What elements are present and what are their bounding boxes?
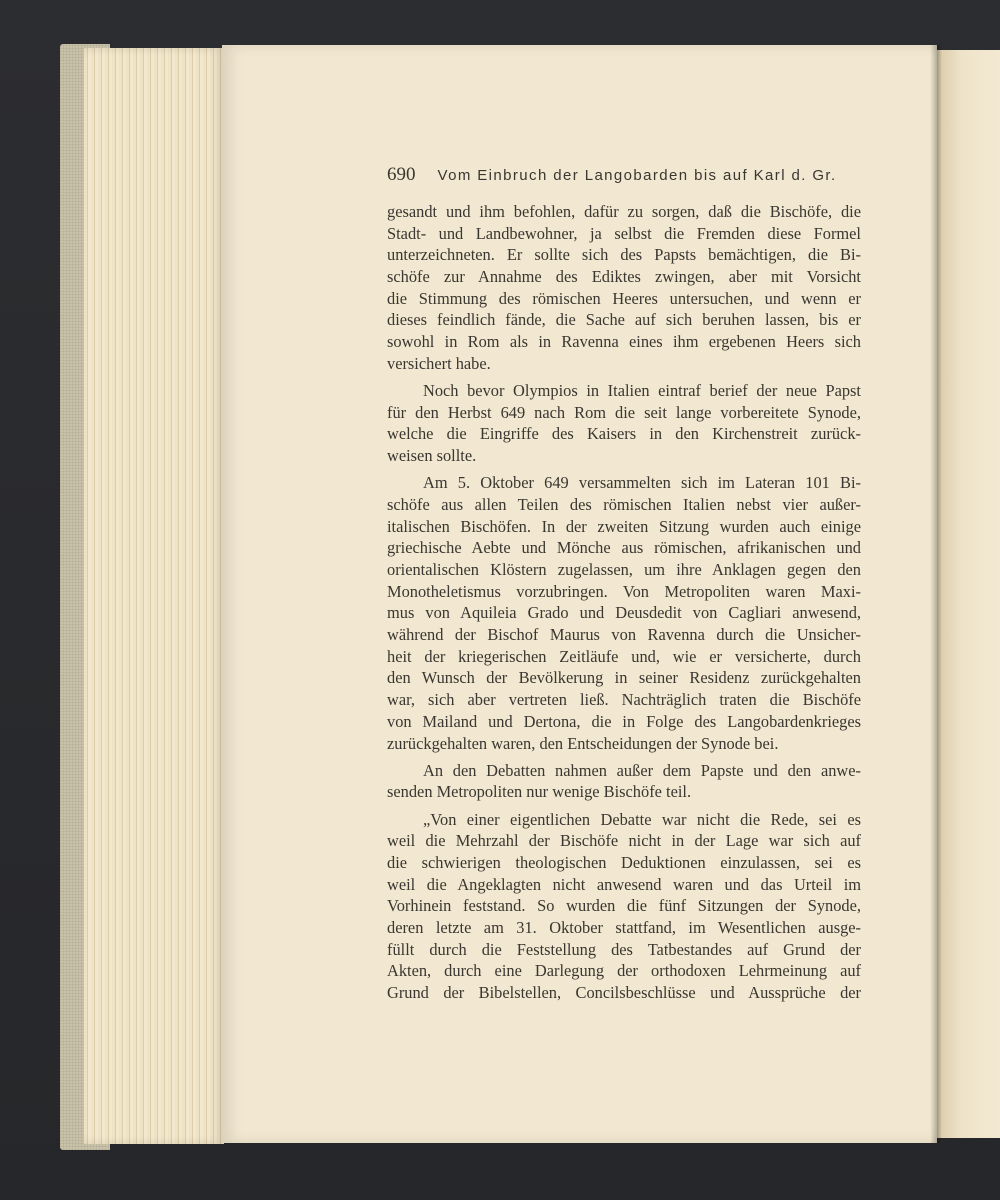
- page-gutter: [930, 45, 942, 1143]
- text-line: weil die Mehrzahl der Bischöfe nicht in der Lage war sich auf: [387, 831, 861, 851]
- text-line: griechische Aebte und Mönche aus römischen, afrikanischen und: [387, 538, 861, 558]
- text-line: für den Herbst 649 nach Rom die seit lange vorbereitete Synode,: [387, 402, 861, 422]
- paragraph: [387, 201, 861, 375]
- page-edges: [84, 48, 224, 1144]
- text-line: gesandt und ihm befohlen, dafür zu sorgen, daß die Bischöfe, die: [387, 202, 861, 221]
- paragraph: [387, 472, 861, 754]
- text-line: weil die Angeklagten nicht anwesend waren und das Urteil im: [387, 874, 861, 894]
- text-line: italischen Bischöfen. In der zweiten Sitzung wurden auch einige: [387, 516, 861, 536]
- page-header: [387, 164, 867, 186]
- text-line: Vorhinein feststand. So wurden die fünf Sitzungen der Synode,: [387, 896, 861, 916]
- text-line: senden Metropoliten nur wenige Bischöfe teil.: [387, 782, 692, 802]
- page-number: 690: [387, 164, 416, 185]
- text-line: zurückgehalten waren, den Entscheidungen der Synode bei.: [387, 733, 779, 753]
- text-line: von Mailand und Dertona, die in Folge des Langobardenkrieges: [387, 711, 861, 731]
- text-line: deren letzte am 31. Oktober stattfand, im Wesentlichen ausge-: [387, 918, 861, 937]
- text-line: „Von einer eigentlichen Debatte war nicht die Rede, sei es: [423, 809, 861, 829]
- text-line: den Wunsch der Bevölkerung in seiner Residenz zurückgehalten: [387, 668, 861, 688]
- text-line: Am 5. Oktober 649 versammelten sich im Lateran 101 Bi-: [423, 473, 861, 493]
- text-line: sowohl in Rom als in Ravenna eines ihm ergebenen Heers sich: [387, 332, 861, 352]
- text-line: während der Bischof Maurus von Ravenna durch die Unsicher-: [387, 625, 861, 645]
- text-line: Noch bevor Olympios in Italien eintraf berief der neue Papst: [423, 381, 861, 400]
- text-line: schöfe aus allen Teilen des römischen Italien nebst vier außer-: [387, 494, 861, 514]
- text-line: orientalischen Klöstern zugelassen, um ihre Anklagen gegen den: [387, 560, 861, 579]
- paragraph: [387, 380, 861, 467]
- text-line: die schwierigen theologischen Deduktionen einzulassen, sei es: [387, 852, 861, 872]
- text-line: war, sich aber vertreten ließ. Nachträglich traten die Bischöfe: [387, 690, 861, 710]
- text-line: Grund der Bibelstellen, Concilsbeschlüsse und Aussprüche der: [387, 983, 861, 1003]
- text-line: heit der kriegerischen Zeitläufe und, wie er versicherte, durch: [387, 646, 861, 666]
- text-line: dieses feindlich fände, die Sache auf sich beruhen lassen, bis er: [387, 310, 861, 330]
- paragraph: [387, 809, 861, 1004]
- text-line: füllt durch die Feststellung des Tatbestandes auf Grund der: [387, 939, 861, 959]
- text-line: Monotheletismus vorzubringen. Von Metropoliten waren Maxi-: [387, 581, 861, 601]
- text-line: An den Debatten nahmen außer dem Papste und den anwe-: [423, 760, 861, 780]
- text-line: die Stimmung des römischen Heeres untersuchen, und wenn er: [387, 288, 861, 308]
- text-line: Akten, durch eine Darlegung der orthodoxen Lehrmeinung auf: [387, 961, 861, 981]
- facing-page-edge: [937, 50, 1000, 1138]
- running-head: Vom Einbruch der Langobarden bis auf Karl d. Gr.: [437, 167, 837, 184]
- text-line: unterzeichneten. Er sollte sich des Papsts bemächtigen, die Bi-: [387, 245, 861, 265]
- text-line: welche die Eingriffe des Kaisers in den Kirchenstreit zurück-: [387, 424, 861, 444]
- text-line: mus von Aquileia Grado und Deusdedit von Cagliari anwesend,: [387, 603, 861, 623]
- text-line: weisen sollte.: [387, 446, 477, 466]
- text-line: schöfe zur Annahme des Ediktes zwingen, aber mit Vorsicht: [387, 267, 861, 287]
- text-line: versichert habe.: [387, 353, 491, 373]
- body-text: [387, 201, 861, 1004]
- text-line: Stadt- und Landbewohner, ja selbst die Fremden diese Formel: [387, 223, 861, 243]
- paragraph: [387, 760, 861, 803]
